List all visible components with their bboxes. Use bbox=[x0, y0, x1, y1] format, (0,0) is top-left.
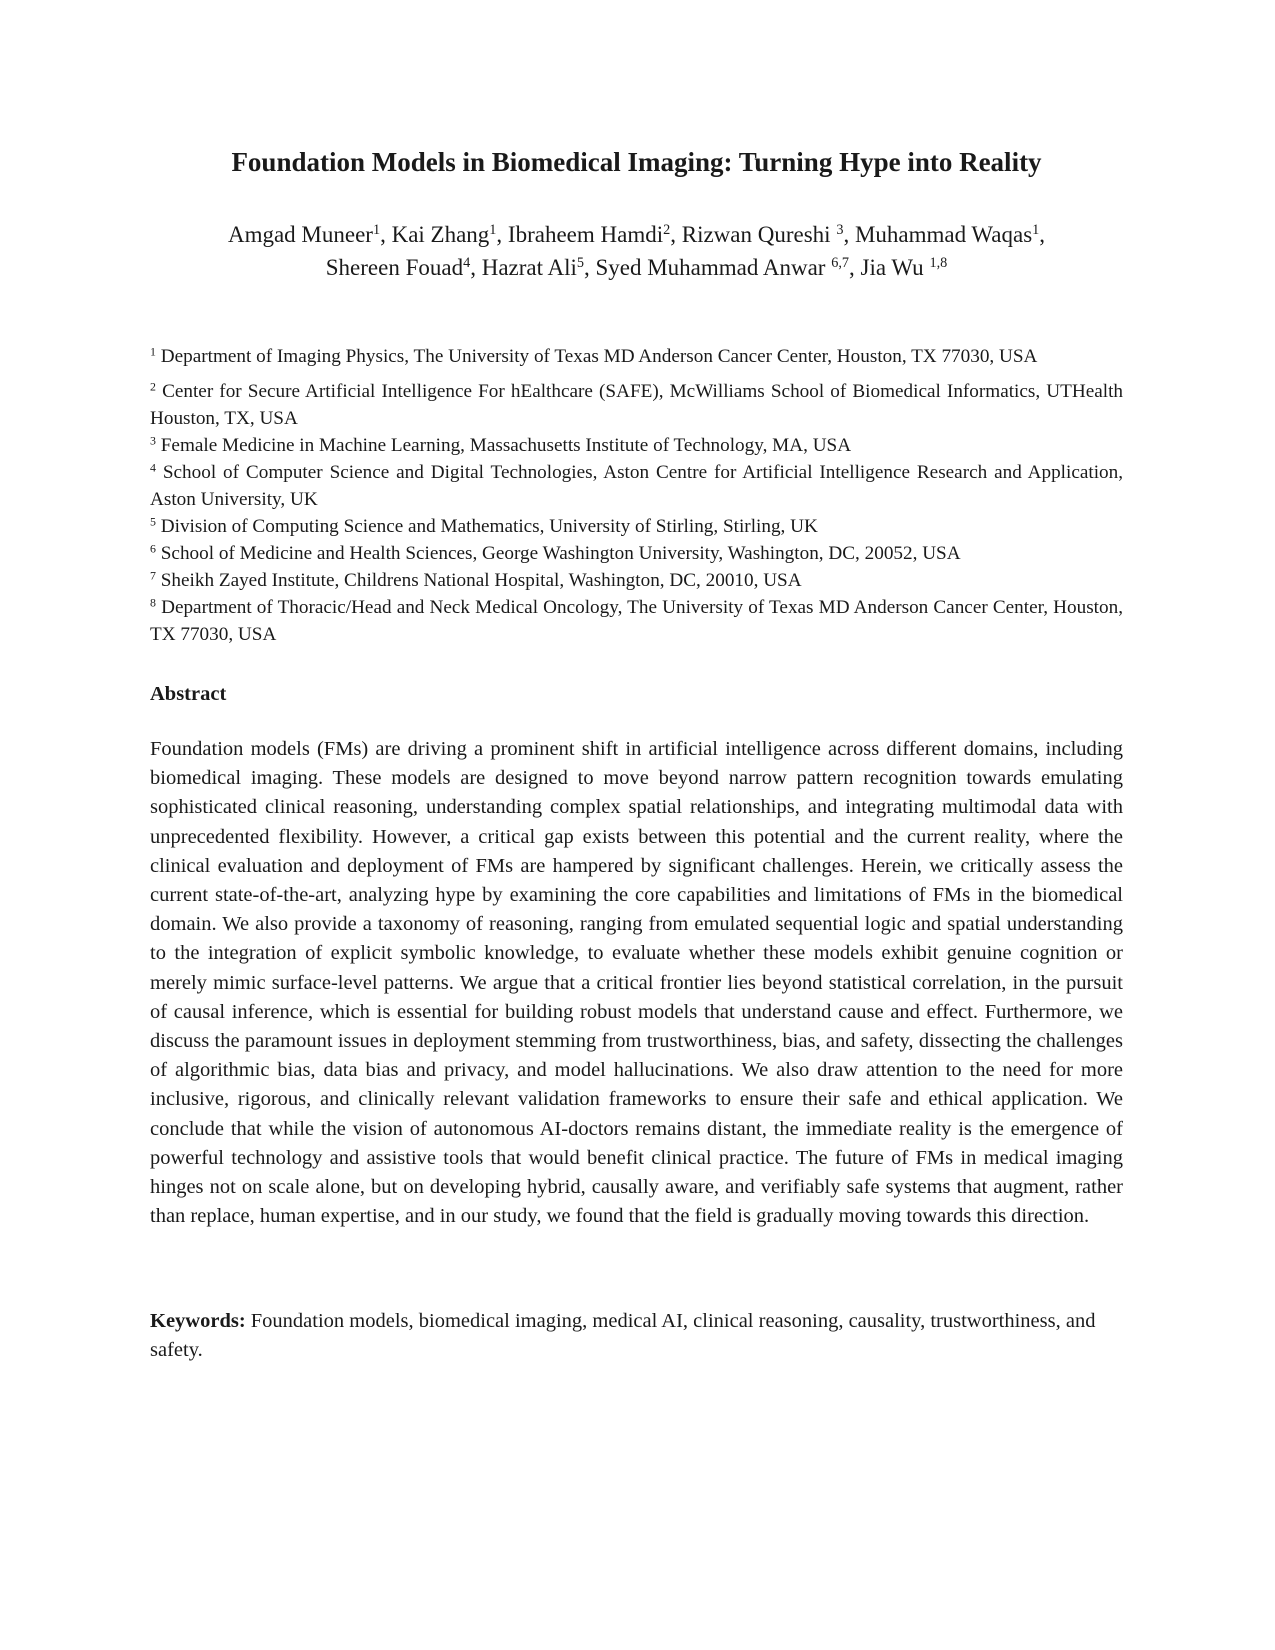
author: Kai Zhang$^1$ bbox=[391, 222, 497, 247]
affiliation-item bbox=[150, 513, 1123, 540]
author-list bbox=[150, 218, 1123, 284]
author-affil-sup: 6,7 bbox=[831, 255, 850, 272]
affiliation-text: Division of Computing Science and Mathematics, University of Stirling, Stirling, UK bbox=[160, 516, 818, 537]
author-affil-sup: 1 bbox=[372, 222, 381, 239]
author-affil-sup: 1,8 bbox=[929, 255, 948, 272]
affiliation-item bbox=[150, 567, 1123, 594]
affiliation-item bbox=[150, 459, 1123, 513]
author-separator: , bbox=[470, 255, 482, 280]
author-affil-sup: 1 bbox=[1032, 222, 1040, 239]
author-affil-sup: 5 bbox=[576, 255, 584, 272]
affiliation-item bbox=[150, 378, 1123, 432]
affiliation-number: 7 bbox=[150, 568, 156, 583]
author-line-1 bbox=[150, 218, 1123, 251]
affiliation-list bbox=[150, 343, 1123, 648]
author-affil-sup: 1 bbox=[489, 222, 497, 239]
author-separator: , bbox=[380, 222, 392, 247]
affiliation-text: Female Medicine in Machine Learning, Massachusetts Institute of Technology, MA, USA bbox=[160, 435, 852, 456]
author-affil-sup: 4 bbox=[463, 255, 471, 272]
affiliation-number: 1 bbox=[150, 344, 156, 359]
affiliation-number: 2 bbox=[150, 379, 156, 394]
author: Rizwan Qureshi $^3$ bbox=[681, 222, 844, 247]
author-line-2 bbox=[150, 251, 1123, 284]
author-affil-sup: 3 bbox=[836, 222, 844, 239]
author: Hazrat Ali$^5$ bbox=[481, 255, 584, 280]
author: Shereen Fouad$^4$ bbox=[325, 255, 471, 280]
paper-title: Foundation Models in Biomedical Imaging: Turning Hype into Reality bbox=[231, 147, 1042, 177]
author-separator: , bbox=[1039, 222, 1046, 247]
affiliation-number: 8 bbox=[150, 595, 156, 610]
affiliation-item bbox=[150, 343, 1123, 370]
author-separator: , bbox=[496, 222, 508, 247]
paper-page bbox=[150, 0, 1123, 1650]
affiliation-text: Department of Thoracic/Head and Neck Medical Oncology, The University of Texas MD Anderson Cancer Center, Houston, TX 77030, USA bbox=[150, 597, 1123, 645]
author: Ibraheem Hamdi$^2$ bbox=[507, 222, 671, 247]
affiliation-item bbox=[150, 594, 1123, 648]
author: Amgad Muneer$^1$ bbox=[227, 222, 381, 247]
affiliation-text: Center for Secure Artificial Intelligence For hEalthcare (SAFE), McWilliams School of Biomedical Informatics, UTHealth Houston, TX, USA bbox=[150, 381, 1123, 429]
affiliation-item bbox=[150, 432, 1123, 459]
affiliation-text: Sheikh Zayed Institute, Childrens National Hospital, Washington, DC, 20010, USA bbox=[160, 570, 802, 591]
keywords-text: Foundation models, biomedical imaging, medical AI, clinical reasoning, causality, trustworthiness, and safety. bbox=[150, 1310, 1096, 1362]
keywords-label: Keywords: bbox=[150, 1310, 246, 1332]
author: Syed Muhammad Anwar $^{6,7}$ bbox=[595, 255, 850, 280]
author-separator: , bbox=[849, 255, 861, 280]
affiliation-number: 4 bbox=[150, 460, 156, 475]
affiliation-text: School of Computer Science and Digital Technologies, Aston Centre for Artificial Intelligence Research and Application, Aston University, UK bbox=[150, 462, 1124, 510]
author: Muhammad Waqas$^1$ bbox=[854, 222, 1040, 247]
affiliation-item bbox=[150, 540, 1123, 567]
author-separator: , bbox=[843, 222, 855, 247]
author-affil-sup: 2 bbox=[663, 222, 671, 239]
abstract-heading: Abstract bbox=[150, 683, 227, 705]
affiliation-number: 5 bbox=[150, 514, 156, 529]
keywords bbox=[150, 1307, 1123, 1365]
abstract-text: Foundation models (FMs) are driving a prominent shift in artificial intelligence across different domains, including biomedical imaging. These models are designed to move beyond narrow pattern recognition towards emulating sophisticated clinical reasoning, understanding complex spatial relationships, and integrating multimodal data with unprecedented flexibility. However, a critical gap exists between this potential and the current reality, where the clinical evaluation and deployment of FMs are hampered by significant challenges. Herein, we critically assess the current state-of-the-art, analyzing hype by examining the core capabilities and limitations of FMs in the biomedical domain. We also provide a taxonomy of reasoning, ranging from emulated sequential logic and spatial understanding to the integration of explicit symbolic knowledge, to evaluate whether these models exhibit genuine cognition or merely mimic surface-level patterns. We argue that a critical frontier lies beyond statistical correlation, in the pursuit of causal inference, which is essential for building robust models that understand cause and effect. Furthermore, we discuss the paramount issues in deployment stemming from trustworthiness, bias, and safety, dissecting the challenges of algorithmic bias, data bias and privacy, and model hallucinations. We also draw attention to the need for more inclusive, rigorous, and clinically relevant validation frameworks to ensure their safe and ethical application. We conclude that while the vision of autonomous AI-doctors remains distant, the immediate reality is the emergence of powerful technology and assistive tools that would benefit clinical practice. The future of FMs in medical imaging hinges not on scale alone, but on developing hybrid, causally aware, and verifiably safe systems that augment, rather than replace, human expertise, and in our study, we found that the field is gradually moving towards this direction. bbox=[150, 738, 1123, 1228]
affiliation-text: Department of Imaging Physics, The University of Texas MD Anderson Cancer Center, Houston, TX 77030, USA bbox=[160, 346, 1038, 367]
affiliation-number: 3 bbox=[150, 433, 156, 448]
affiliation-text: School of Medicine and Health Sciences, George Washington University, Washington, DC, 20052, USA bbox=[160, 543, 961, 564]
author-separator: , bbox=[583, 255, 596, 280]
author: Jia Wu $^{1,8}$ bbox=[860, 255, 948, 280]
affiliation-number: 6 bbox=[150, 541, 156, 556]
author-separator: , bbox=[670, 222, 682, 247]
